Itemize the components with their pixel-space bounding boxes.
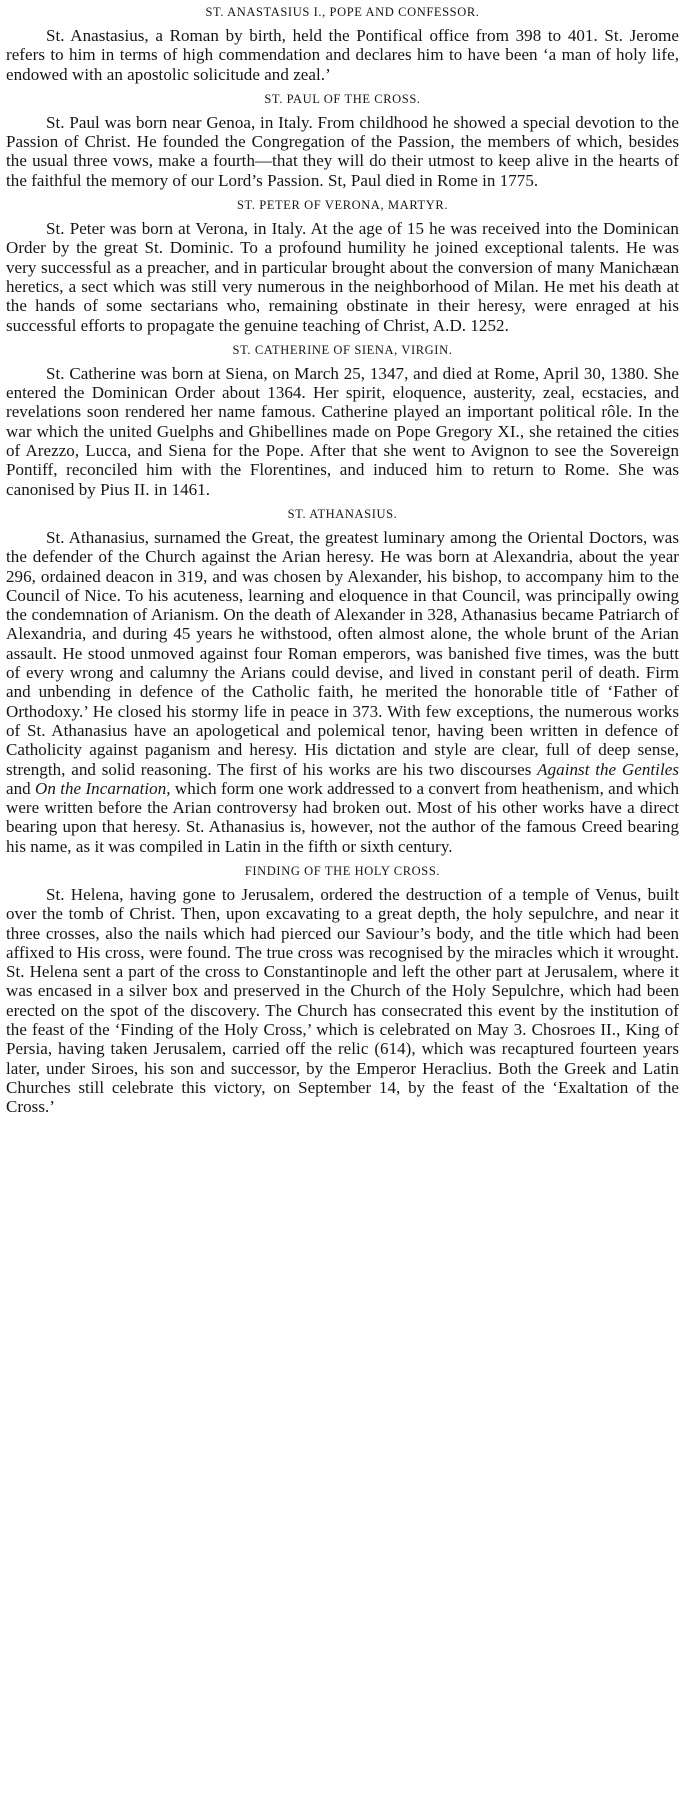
- paragraph-text-end: which form one work addressed to a convert from heathenism, and which were written before the Arian controversy had broken out. Most of his other works have a direct bearing upon that heresy. St. Athanasius is, however, not the author of the famous Creed bearing his name, as it was compiled in Latin in the fifth or sixth century.: [6, 778, 679, 856]
- section-catherine-of-siena: [6, 342, 679, 499]
- section-paul-of-the-cross: [6, 91, 679, 190]
- section-heading: ST. PETER OF VERONA, MARTYR.: [236, 198, 449, 213]
- section-paragraph: St. Anastasius, a Roman by birth, held the Pontifical office from 398 to 401. St. Jerome refers to him in terms of high commendation and declares him to have been ‘a man of holy life, endowed with an apostolic solicitude and zeal.’: [6, 26, 679, 84]
- section-heading: ST. ATHANASIUS.: [287, 506, 398, 521]
- section-heading: FINDING OF THE HOLY CROSS.: [244, 863, 441, 878]
- section-heading: ST. CATHERINE OF SIENA, VIRGIN.: [232, 342, 453, 357]
- section-peter-of-verona: [6, 197, 679, 335]
- paragraph-joiner: and: [6, 778, 31, 798]
- section-paragraph: St. Paul was born near Genoa, in Italy. From childhood he showed a special devotion to the Passion of Christ. He founded the Congregation of the Passion, the members of which, besides the usual three vows, make a fourth—that they will do their utmost to keep alive in the hearts of the faithful the memory of our Lord’s Passion. St, Paul died in Rome in 1775.: [6, 112, 679, 190]
- section-heading: ST. PAUL OF THE CROSS.: [264, 91, 421, 106]
- italic-title-incarnation: On the Incarnation,: [35, 778, 171, 798]
- section-paragraph: [6, 528, 679, 856]
- section-heading: ST. ANASTASIUS I., POPE AND CONFESSOR.: [205, 5, 480, 19]
- section-athanasius: [6, 506, 679, 856]
- section-paragraph: St. Catherine was born at Siena, on March 25, 1347, and died at Rome, April 30, 1380. She entered the Dominican Order about 1364. Her spirit, eloquence, austerity, zeal, ecstacies, and revelations soon rendered her name famous. Catherine played an important political rôle. In the war which the united Guelphs and Ghibellines made on Pope Gregory XI., she retained the cities of Arezzo, Lucca, and Siena for the Pope. After that she went to Avignon to see the Sovereign Pontiff, reconciled him with the Florentines, and induced him to return to Rome. She was canonised by Pius II. in 1461.: [6, 363, 679, 499]
- italic-title-gentiles: Against the Gentiles: [537, 759, 679, 779]
- section-finding-of-holy-cross: [6, 863, 679, 1117]
- paragraph-text: St. Athanasius, surnamed the Great, the greatest luminary among the Oriental Doctors, was the defender of the Church against the Arian heresy. He was born at Alexandria, about the year 296, ordained deacon in 319, and was chosen by Alexander, his bishop, to accompany him to the Council of Nice. To his acuteness, learning and eloquence in that Council, was principally owing the condemnation of Arianism. On the death of Alexander in 328, Athanasius became Patriarch of Alexandria, and during 45 years he withstood, often almost alone, the whole brunt of the Arian assault. He stood unmoved against four Roman emperors, was banished five times, was the butt of every wrong and calumny the Arians could devise, and lived in constant peril of death. Firm and unbending in defence of the Catholic faith, he merited the honorable title of ‘Father of Orthodoxy.’ He closed his stormy life in peace in 373. With few exceptions, the numerous works of St. Athanasius have an apologetical and polemical tenor, having been written in defence of Catholicity against paganism and heresy. His dictation and style are clear, full of deep sense, strength, and solid reasoning. The first of his works are his two discourses: [6, 527, 679, 779]
- section-paragraph: St. Helena, having gone to Jerusalem, ordered the destruction of a temple of Venus, built over the tomb of Christ. Then, upon excavating to a great depth, the holy sepulchre, and near it three crosses, also the nails which had pierced our Saviour’s body, and the title which had been affixed to His cross, were found. The true cross was recognised by the miracles which it wrought. St. Helena sent a part of the cross to Constantinople and left the other part at Jerusalem, where it was encased in a silver box and preserved in the Church of the Holy Sepulchre, which had been erected on the spot of the discovery. The Church has consecrated this event by the institution of the feast of the ‘Finding of the Holy Cross,’ which is celebrated on May 3. Chosroes II., King of Persia, having taken Jerusalem, carried off the relic (614), which was recaptured fourteen years later, under Siroes, his son and successor, by the Emperor Heraclius. Both the Greek and Latin Churches still celebrate this victory, on September 14, by the feast of the ‘Exaltation of the Cross.’: [6, 884, 679, 1117]
- section-anastasius: [6, 4, 679, 84]
- section-paragraph: St. Peter was born at Verona, in Italy. At the age of 15 he was received into the Dominican Order by the great St. Dominic. To a profound humility he joined exceptional talents. He was very successful as a preacher, and in particular brought about the conversion of many Manichæan heretics, a sect which was still very numerous in the neighborhood of Milan. He met his death at the hands of some sectarians who, remaining obstinate in their heresy, were enraged at his successful efforts to propagate the genuine teaching of Christ, A.D. 1252.: [6, 219, 679, 335]
